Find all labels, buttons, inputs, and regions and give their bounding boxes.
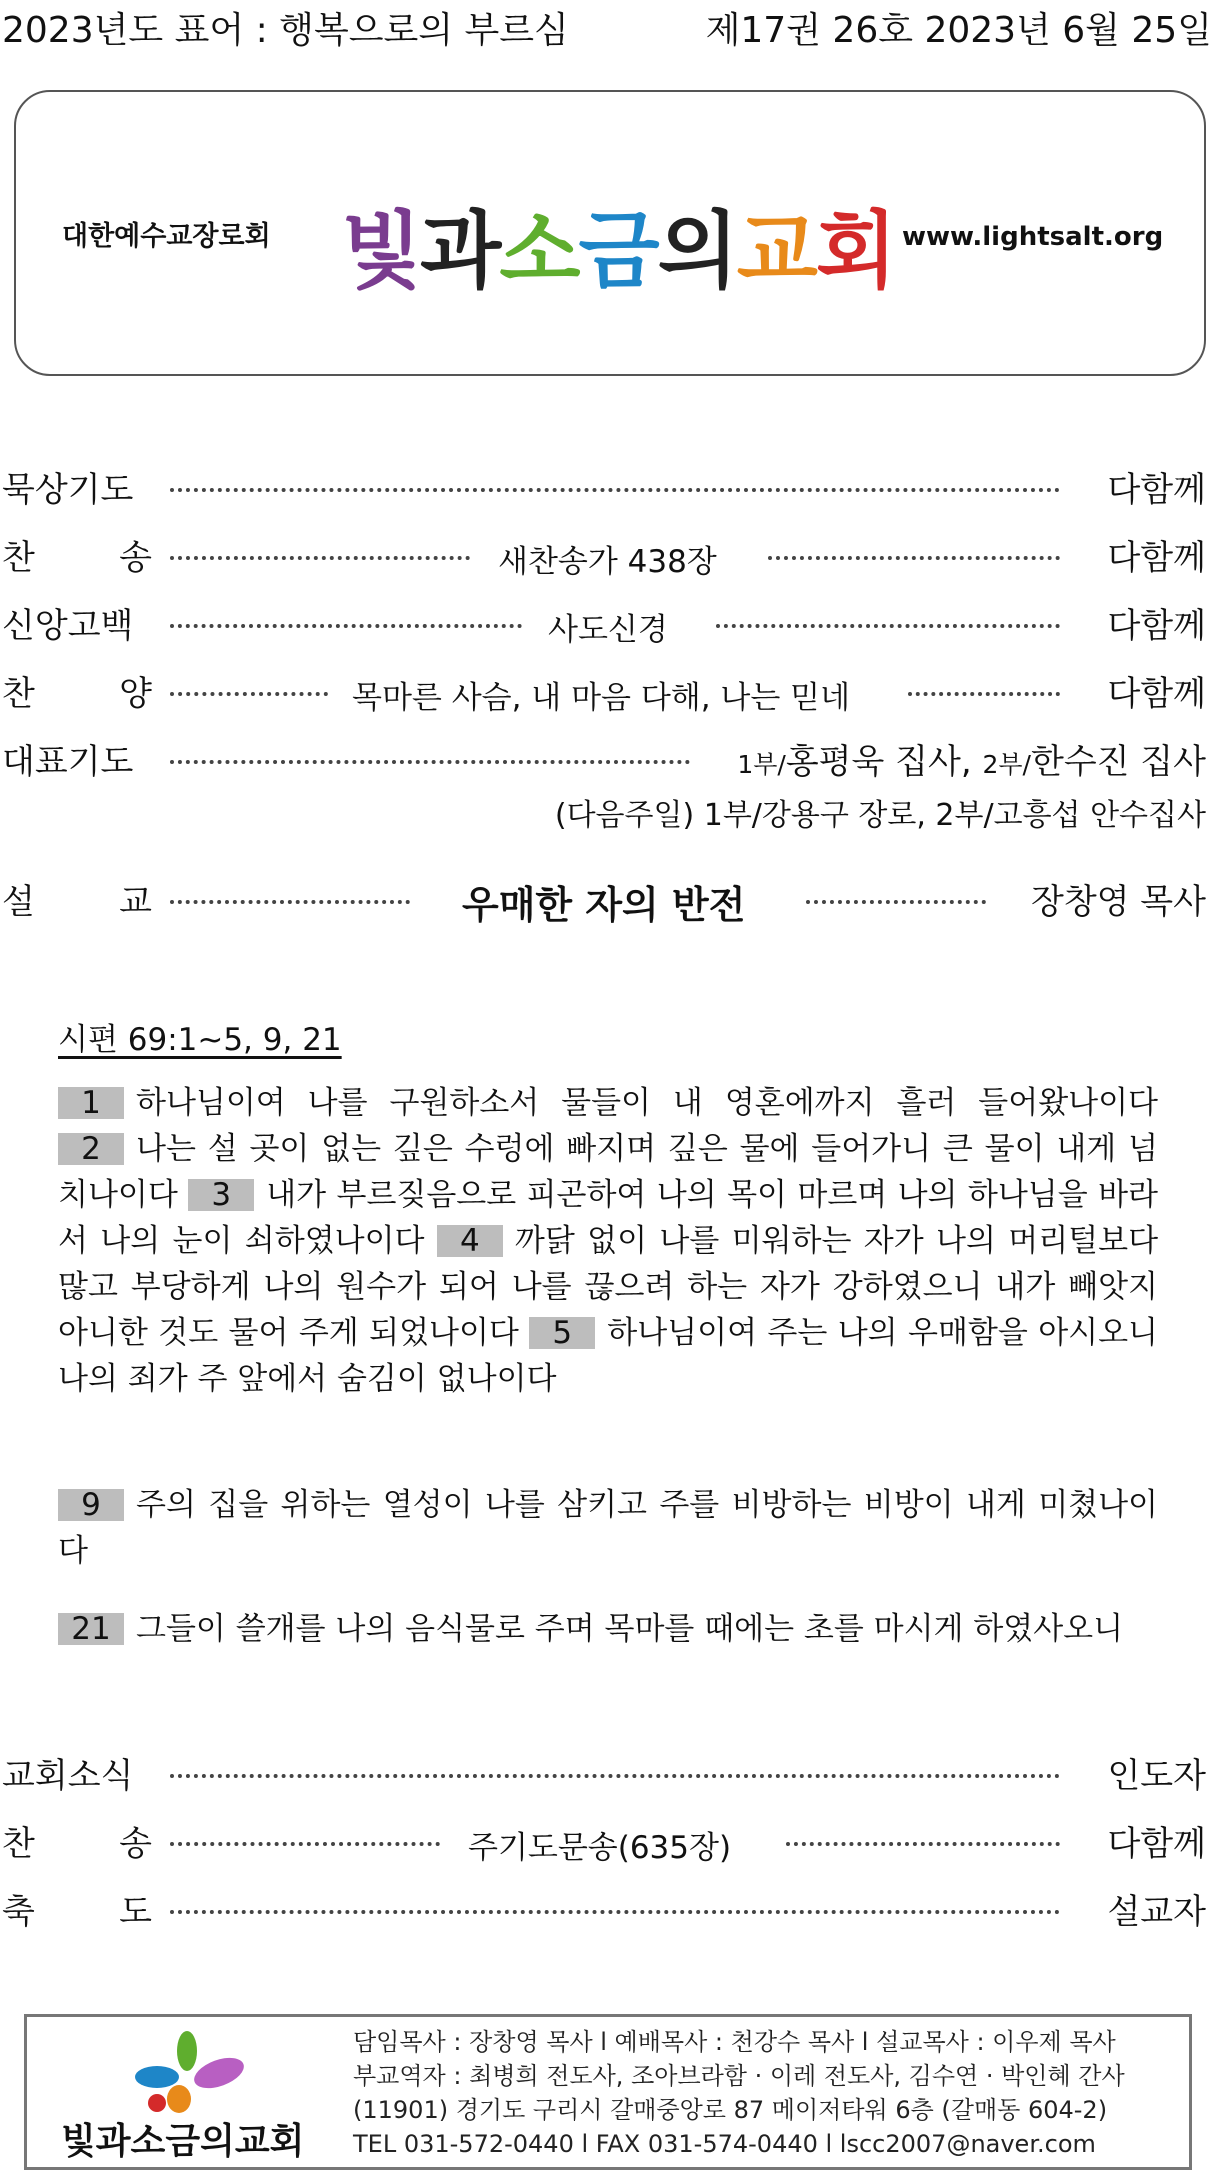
order-label: 찬 양 — [2, 674, 152, 714]
leader-dots — [806, 900, 986, 904]
leader-dots — [908, 692, 1060, 696]
verse-text: 하나님이여 나를 구원하소서 물들이 내 영혼에까지 흘러 들어왔나이다 — [136, 1085, 1158, 1121]
order-label: 교회소식 — [2, 1756, 134, 1796]
verse-number: 9 — [58, 1489, 124, 1521]
leader-dots — [170, 900, 410, 904]
church-info-footer — [24, 2014, 1192, 2170]
order-prayer — [0, 734, 1218, 786]
verse-number: 2 — [58, 1133, 124, 1165]
footer-church-name: 빛과소금의교회 — [61, 2120, 305, 2162]
staff-line: 부교역자 : 최병희 전도사, 조아브라함 · 이레 전도사, 김수연 · 박인혜 간사 — [353, 2062, 1125, 2090]
leader-dots — [170, 488, 1060, 492]
praise-songs: 목마른 사슴, 내 마음 다해, 나는 믿네 — [352, 680, 851, 716]
order-leader: 다함께 — [1107, 1824, 1206, 1864]
creed-name: 사도신경 — [548, 612, 668, 648]
order-silent-prayer — [0, 462, 1218, 514]
verse-number: 3 — [188, 1179, 254, 1211]
preacher-name: 장창영 목사 — [1030, 882, 1206, 922]
verse-number: 1 — [58, 1087, 124, 1119]
issue-date: 제17권 26호 2023년 6월 25일 — [705, 10, 1212, 51]
order-label: 축 도 — [2, 1892, 152, 1932]
contact-line: TEL 031-572-0440 l FAX 031-574-0440 l lscc2007@naver.com — [353, 2130, 1096, 2158]
leader-dots — [716, 624, 1060, 628]
closing-hymn: 주기도문송(635장) — [468, 1830, 732, 1866]
leader-dots — [786, 1842, 1060, 1846]
verse-text: 그들이 쓸개를 나의 음식물로 주며 목마를 때에는 초를 마시게 하였사오니 — [136, 1611, 1124, 1647]
order-leader: 다함께 — [1107, 674, 1206, 714]
verse-number: 21 — [58, 1613, 124, 1645]
sermon-title: 우매한 자의 반전 — [462, 883, 746, 927]
verse-text: 주의 집을 위하는 열성이 나를 삼키고 주를 비방하는 비방이 내게 미쳤나이다 — [58, 1487, 1158, 1569]
order-leader: 다함께 — [1107, 538, 1206, 578]
leader-dots — [768, 556, 1060, 560]
order-creed — [0, 598, 1218, 650]
verse-text: 내가 부르짖음으로 피곤하여 나의 목이 마르며 나의 하나님을 바라서 나의 눈이 쇠하였나이다 — [58, 1177, 1158, 1259]
church-contact-info — [353, 2025, 1125, 2161]
leader-dots — [170, 624, 522, 628]
next-week-prayer: (다음주일) 1부/강용구 장로, 2부/고흥섭 안수집사 — [554, 798, 1206, 833]
order-label: 설 교 — [2, 882, 152, 922]
leader-dots — [170, 1910, 1060, 1914]
hymn-number: 새찬송가 438장 — [498, 544, 717, 580]
verse-text: 하나님이여 주는 나의 우매함을 아시오니 나의 죄가 주 앞에서 숨김이 없나이다 — [58, 1315, 1158, 1397]
order-label: 찬 송 — [2, 1824, 152, 1864]
scripture-passage-2 — [58, 1482, 1158, 1574]
address-line: (11901) 경기도 구리시 갈매중앙로 87 메이저타워 6층 (갈매동 604-2) — [353, 2096, 1108, 2124]
leader-dots — [170, 1842, 440, 1846]
order-benediction — [0, 1884, 1218, 1936]
leader-dots — [170, 692, 328, 696]
leader-dots — [170, 760, 690, 764]
order-label: 신앙고백 — [2, 606, 134, 646]
verse-text: 까닭 없이 나를 미워하는 자가 나의 머리털보다 많고 부당하게 나의 원수가 되어 나를 끊으려 하는 자가 강하였으니 내가 빼앗지 아니한 것도 물어 주게 되었나이다 — [58, 1223, 1159, 1351]
order-label: 대표기도 — [2, 742, 134, 782]
order-leader: 다함께 — [1107, 470, 1206, 510]
verse-number: 5 — [529, 1317, 595, 1349]
leader-dots — [170, 1774, 1060, 1778]
church-banner — [14, 90, 1206, 376]
order-label: 찬 송 — [2, 538, 152, 578]
order-praise — [0, 666, 1218, 718]
denomination-name: 대한예수교장로회 — [62, 221, 271, 252]
order-church-news — [0, 1748, 1218, 1800]
year-motto: 2023년도 표어 : 행복으로의 부르심 — [2, 10, 569, 51]
bulletin-header — [0, 2, 1218, 52]
order-hymn-2 — [0, 1816, 1218, 1868]
flower-logo-icon — [127, 2029, 267, 2119]
leader-dots — [170, 556, 470, 560]
church-website: www.lightsalt.org — [902, 222, 1164, 252]
verse-number: 4 — [437, 1225, 503, 1257]
scripture-passage-3 — [58, 1606, 1158, 1652]
verse-text: 나는 설 곳이 없는 깊은 수렁에 빠지며 깊은 물에 들어가니 큰 물이 내게 넘치나이다 — [58, 1131, 1158, 1213]
order-leader: 다함께 — [1107, 606, 1206, 646]
scripture-passage-1 — [58, 1080, 1158, 1402]
prayer-leaders: 1부/홍평욱 집사, 2부/한수진 집사 — [737, 742, 1206, 782]
church-logo-wordmark: 빛과소금의교회 — [341, 201, 896, 300]
order-leader: 설교자 — [1107, 1892, 1206, 1932]
order-label: 묵상기도 — [2, 470, 134, 510]
order-hymn-1 — [0, 530, 1218, 582]
scripture-reference: 시편 69:1~5, 9, 21 — [58, 1022, 342, 1058]
pastors-line: 담임목사 : 장창영 목사 l 예배목사 : 천강수 목사 l 설교목사 : 이우제 목사 — [353, 2028, 1116, 2056]
order-leader: 인도자 — [1107, 1756, 1206, 1796]
